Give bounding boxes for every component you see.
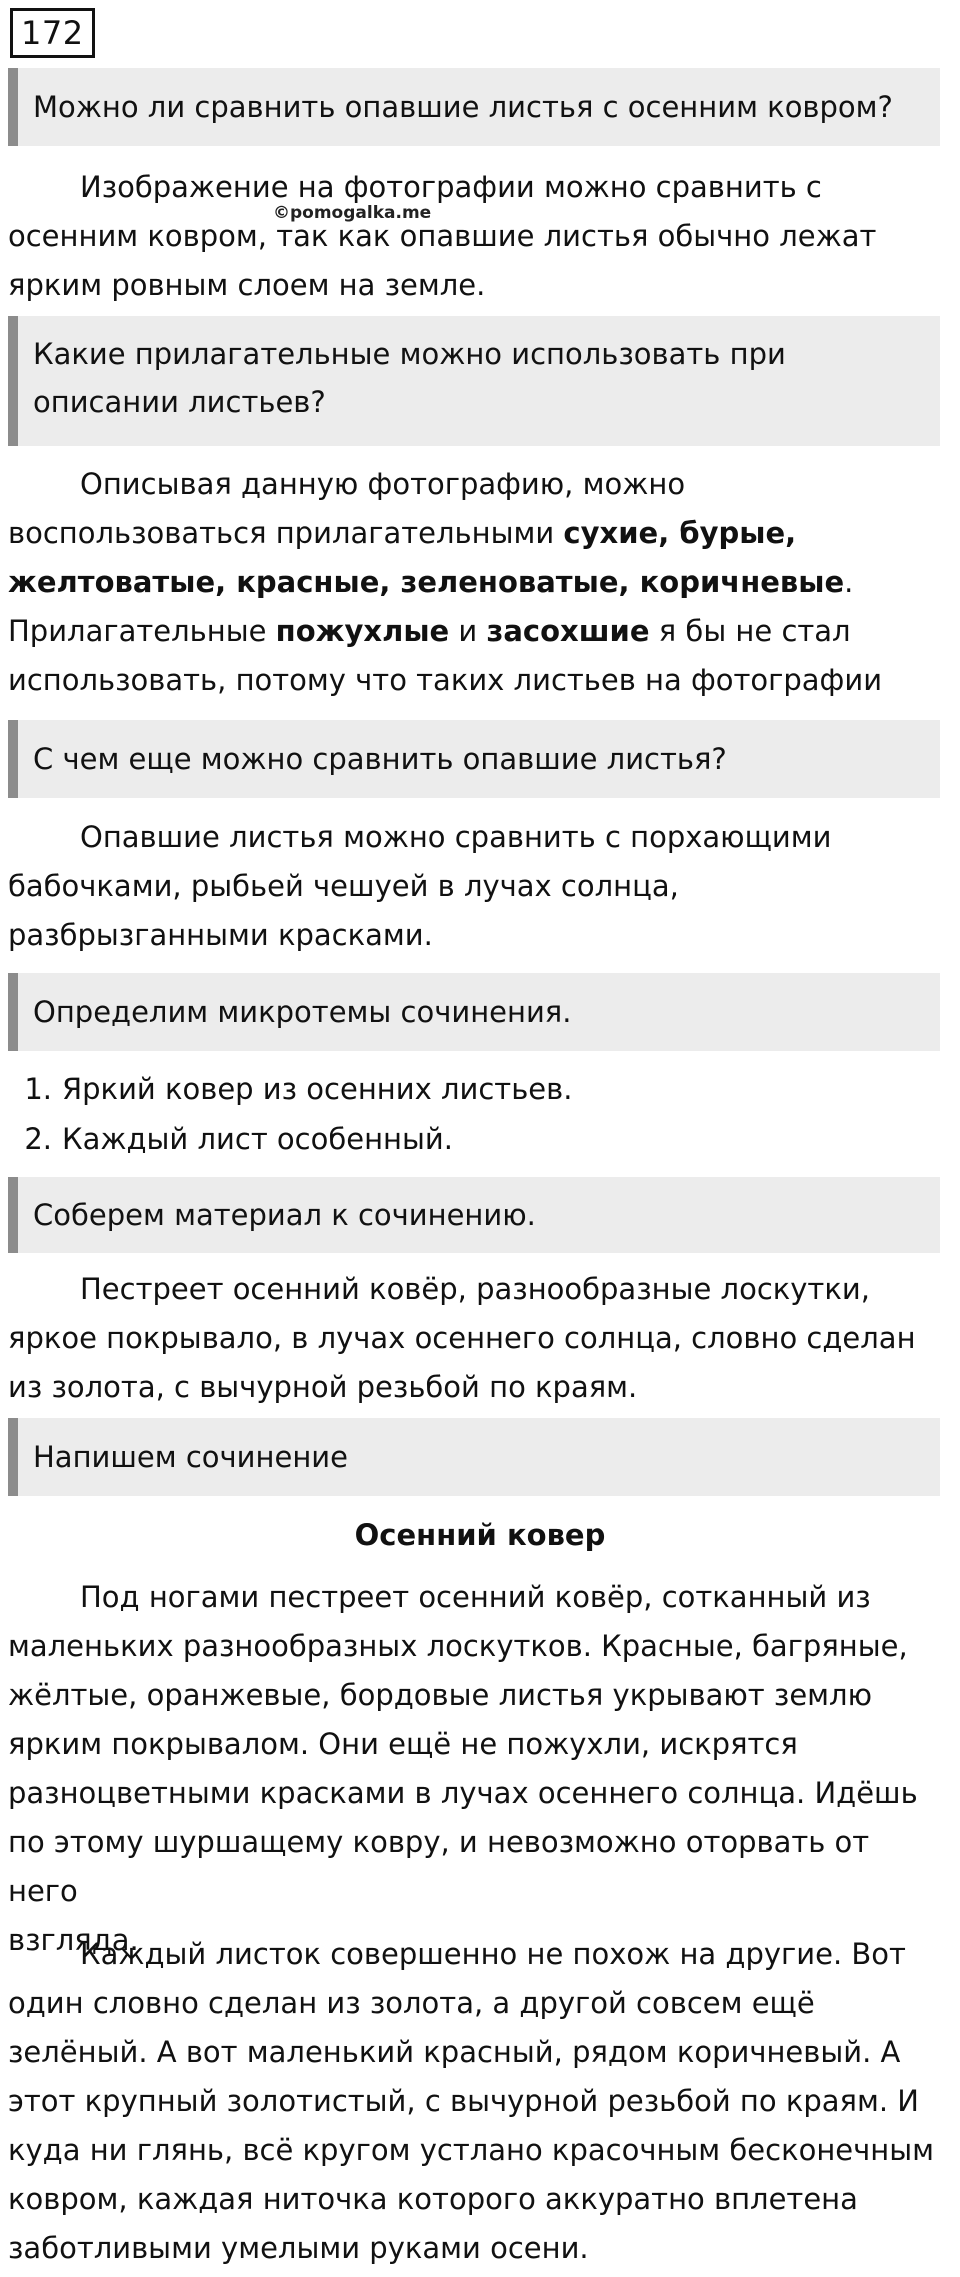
answer-paragraph-2 [8, 460, 948, 754]
task-number-box: 172 [10, 8, 95, 58]
question-text: Соберем материал к сочинению. [33, 1198, 536, 1232]
answer-paragraph-5 [8, 1265, 948, 1412]
essay-line: Под ногами пестреет осенний ковёр, сотканный из [80, 1580, 871, 1614]
answer-line: Опавшие листья можно сравнить с порхающими [80, 820, 832, 854]
essay-line: один словно сделан из золота, а другой совсем ещё [8, 1986, 815, 2020]
question-block-1 [8, 68, 940, 146]
essay-line: зелёный. А вот маленький красный, рядом коричневый. А [8, 2035, 901, 2069]
essay-title: Осенний ковер [354, 1518, 606, 1552]
essay-line: куда ни глянь, всё кругом устлано красочным бесконечным [8, 2133, 935, 2167]
answer-line: Пестреет осенний ковёр, разнообразные лоскутки, [80, 1272, 870, 1306]
answer-paragraph-1 [8, 163, 948, 310]
adjectives-bold: желтоватые, красные, зеленоватые, коричневые [8, 565, 845, 599]
answer-line: бабочками, рыбьей чешуей в лучах солнца, [8, 869, 679, 903]
essay-line: маленьких разнообразных лоскутков. Красные, багряные, [8, 1629, 908, 1663]
question-text: Напишем сочинение [33, 1440, 348, 1474]
answer-text: . [844, 565, 854, 599]
answer-text: воспользоваться прилагательными [8, 516, 564, 550]
answer-text: я бы не стал [649, 614, 851, 648]
question-block-2 [8, 316, 940, 446]
essay-paragraph-2 [8, 1930, 948, 2273]
question-block-5 [8, 1177, 940, 1253]
essay-line: заботливыми умелыми руками осени. [8, 2231, 589, 2265]
answer-line: Изображение на фотографии можно сравнить с [80, 170, 822, 204]
essay-line: этот крупный золотистый, с вычурной резьбой по краям. И [8, 2084, 919, 2118]
answer-line: использовать, потому что таких листьев на фотографии [8, 663, 883, 697]
answer-line: ярким ровным слоем на земле. [8, 268, 486, 302]
adjective-bold: засохшие [486, 614, 650, 648]
answer-text: Прилагательные [8, 614, 276, 648]
answer-line: из золота, с вычурной резьбой по краям. [8, 1370, 638, 1404]
adjectives-bold: сухие, бурые, [563, 516, 797, 550]
list-item [8, 1114, 908, 1164]
question-block-6 [8, 1418, 940, 1496]
answer-text: и [449, 614, 487, 648]
answer-line: Описывая данную фотографию, можно [80, 467, 686, 501]
question-line: Какие прилагательные можно использовать при [33, 337, 786, 371]
essay-line: взгляда. [8, 1923, 139, 1957]
answer-line: яркое покрывало, в лучах осеннего солнца, словно сделан [8, 1321, 916, 1355]
essay-line: Каждый листок совершенно не похож на другие. Вот [80, 1937, 906, 1971]
essay-line: ярким покрывалом. Они ещё не пожухли, искрятся [8, 1727, 798, 1761]
list-item-number: 1. [24, 1072, 52, 1106]
answer-paragraph-3 [8, 813, 948, 960]
essay-paragraph-1 [8, 1573, 948, 1965]
list-item [8, 1064, 908, 1114]
list-item-text: Каждый лист особенный. [62, 1122, 453, 1156]
essay-line: разноцветными красками в лучах осеннего солнца. Идёшь [8, 1776, 918, 1810]
adjective-bold: пожухлые [275, 614, 450, 648]
essay-line: ковром, каждая ниточка которого аккуратно вплетена [8, 2182, 858, 2216]
essay-line: жёлтые, оранжевые, бордовые листья укрывают землю [8, 1678, 872, 1712]
question-block-3 [8, 720, 940, 798]
question-line: описании листьев? [33, 385, 326, 419]
answer-line: разбрызганными красками. [8, 918, 433, 952]
essay-line: по этому шуршащему ковру, и невозможно оторвать от него [8, 1825, 870, 1908]
list-item-number: 2. [24, 1122, 52, 1156]
watermark: ©pomogalka.me [273, 203, 432, 223]
question-text: Можно ли сравнить опавшие листья с осенним ковром? [33, 90, 893, 124]
question-block-4 [8, 973, 940, 1051]
answer-line: осенним ковром, так как опавшие листья обычно лежат [8, 219, 877, 253]
list-item-text: Яркий ковер из осенних листьев. [62, 1072, 573, 1106]
microtopics-list [8, 1064, 908, 1164]
question-text: Определим микротемы сочинения. [33, 995, 572, 1029]
question-text: С чем еще можно сравнить опавшие листья? [33, 742, 727, 776]
